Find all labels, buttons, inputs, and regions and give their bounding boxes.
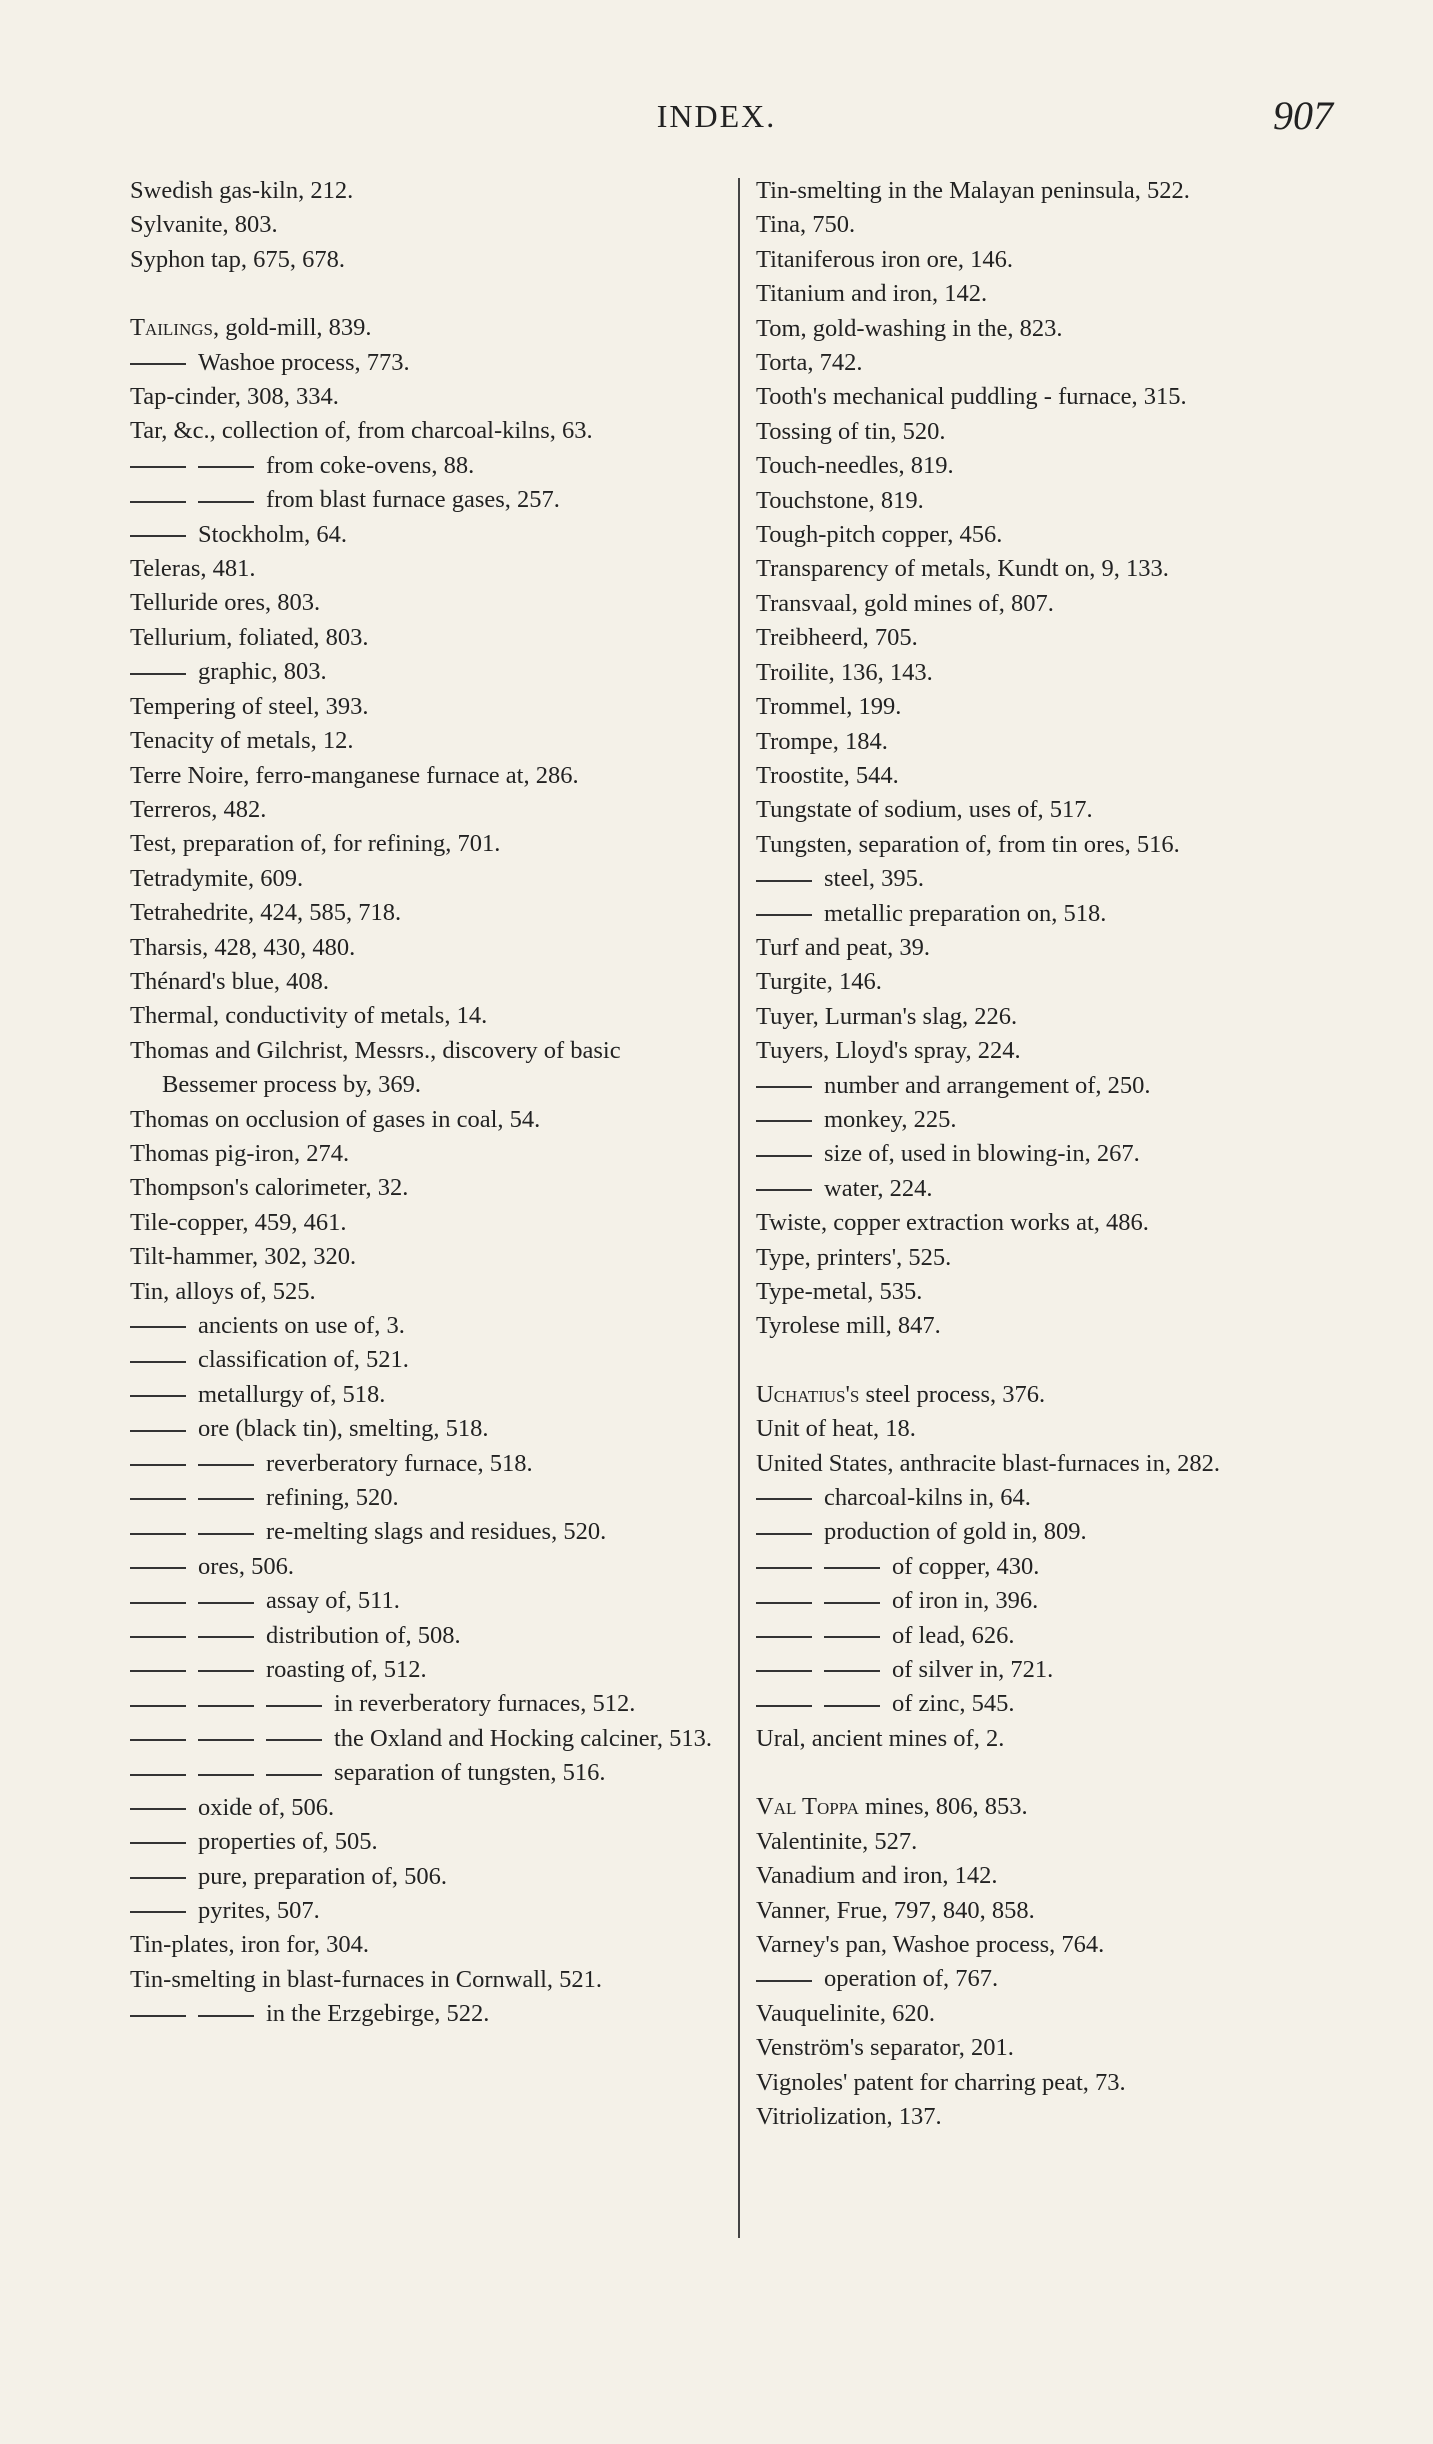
- index-entry: [756, 1859, 1346, 1893]
- column-divider: [738, 178, 740, 2238]
- index-entry: [130, 896, 720, 930]
- entry-text: Tyrolese mill, 847.: [756, 1312, 941, 1340]
- section-lead-word: Tailings: [130, 314, 213, 342]
- entry-text: Tharsis, 428, 430, 480.: [130, 933, 356, 961]
- entry-text: Stockholm, 64.: [198, 520, 348, 548]
- index-entry: [130, 346, 720, 380]
- entry-text: Vignoles' patent for charring peat, 73.: [756, 2068, 1126, 2096]
- entry-text: steel, 395.: [824, 865, 925, 893]
- index-entry: [756, 1790, 1346, 1824]
- index-entry: [756, 1378, 1346, 1412]
- page-number: 907: [1273, 93, 1333, 138]
- index-entry: [130, 965, 720, 999]
- ditto-dash: [130, 1498, 186, 1500]
- ditto-dash: [130, 1567, 186, 1569]
- index-entry: [130, 1378, 720, 1412]
- entry-text: Swedish gas-kiln, 212.: [130, 177, 354, 204]
- index-entry: [130, 1103, 720, 1137]
- entry-text: Transvaal, gold mines of, 807.: [756, 589, 1054, 617]
- ditto-dash: [198, 1739, 254, 1741]
- ditto-dash: [824, 1567, 880, 1569]
- entry-text: roasting of, 512.: [266, 1656, 427, 1684]
- index-entry: [130, 1550, 720, 1584]
- entry-text: water, 224.: [824, 1174, 933, 1202]
- index-entry: [130, 380, 720, 414]
- index-entry: [756, 2066, 1346, 2100]
- entry-text: Tar, &c., collection of, from charcoal-kilns, 63.: [130, 417, 593, 445]
- entry-text: Vauquelinite, 620.: [756, 1999, 935, 2027]
- index-entry: [756, 1481, 1346, 1515]
- entry-text: Tooth's mechanical puddling - furnace, 315.: [756, 383, 1187, 411]
- ditto-dash: [756, 1602, 812, 1604]
- entry-text: size of, used in blowing-in, 267.: [824, 1140, 1140, 1168]
- entry-text: classification of, 521.: [198, 1346, 409, 1374]
- ditto-dash: [198, 1464, 254, 1466]
- index-entry: [130, 1137, 720, 1171]
- index-entry: [756, 1722, 1346, 1756]
- entry-text: reverberatory furnace, 518.: [266, 1449, 533, 1477]
- entry-text: of lead, 626.: [892, 1621, 1015, 1649]
- entry-text: Tin-plates, iron for, 304.: [130, 1931, 370, 1959]
- ditto-dash: [824, 1705, 880, 1707]
- index-entry: [756, 1034, 1346, 1068]
- entry-text: Tin-smelting in the Malayan peninsula, 522.: [756, 177, 1190, 204]
- ditto-dash: [756, 1670, 812, 1672]
- entry-text: Turf and peat, 39.: [756, 933, 930, 961]
- entry-text: properties of, 505.: [198, 1828, 378, 1856]
- ditto-dash: [266, 1774, 322, 1776]
- ditto-dash: [756, 1705, 812, 1707]
- index-entry: [130, 759, 720, 793]
- index-entry: [130, 518, 720, 552]
- index-entry: [130, 1515, 720, 1549]
- entry-text: Tilt-hammer, 302, 320.: [130, 1243, 357, 1271]
- index-entry: [756, 2031, 1346, 2065]
- entry-text: Thomas pig-iron, 274.: [130, 1139, 350, 1167]
- index-entry: [130, 827, 720, 861]
- entry-text: Trompe, 184.: [756, 727, 888, 755]
- entry-text: Touch-needles, 819.: [756, 452, 954, 480]
- ditto-dash: [824, 1602, 880, 1604]
- entry-text: pure, preparation of, 506.: [198, 1862, 447, 1890]
- entry-text: distribution of, 508.: [266, 1621, 461, 1649]
- entry-text: Troilite, 136, 143.: [756, 658, 933, 686]
- entry-text: Tough-pitch copper, 456.: [756, 521, 1003, 549]
- entry-text: of zinc, 545.: [892, 1690, 1015, 1718]
- entry-text: Thomas and Gilchrist, Messrs., discovery of basic Bessemer process by, 369.: [130, 1036, 621, 1099]
- ditto-dash: [130, 1326, 186, 1328]
- index-entry: [756, 1653, 1346, 1687]
- index-entry: [130, 586, 720, 620]
- entry-text: steel process, 376.: [859, 1380, 1046, 1408]
- index-entry: [756, 587, 1346, 621]
- index-entry: [756, 965, 1346, 999]
- entry-text: Terre Noire, ferro-manganese furnace at, 286.: [130, 761, 579, 789]
- ditto-dash: [756, 880, 812, 882]
- entry-text: in reverberatory furnaces, 512.: [334, 1690, 636, 1718]
- index-entry: [756, 1687, 1346, 1721]
- entry-text: Washoe process, 773.: [198, 348, 410, 376]
- entry-text: Sylvanite, 803.: [130, 211, 278, 239]
- index-entry: [756, 208, 1346, 242]
- ditto-dash: [198, 2015, 254, 2017]
- entry-text: Telluride ores, 803.: [130, 589, 321, 617]
- index-entry: [756, 518, 1346, 552]
- index-entry: [756, 1206, 1346, 1240]
- ditto-dash: [198, 1636, 254, 1638]
- entry-text: Test, preparation of, for refining, 701.: [130, 830, 501, 858]
- index-entry: [756, 1447, 1346, 1481]
- section-lead-word: Uchatius's: [756, 1380, 860, 1408]
- ditto-dash: [130, 1739, 186, 1741]
- index-entry: [130, 655, 720, 689]
- entry-text: Tossing of tin, 520.: [756, 417, 946, 445]
- ditto-dash: [756, 1120, 812, 1122]
- index-entry: [130, 1240, 720, 1274]
- index-entry: [756, 793, 1346, 827]
- index-entry: [756, 1928, 1346, 1962]
- ditto-dash: [130, 1705, 186, 1707]
- entry-text: ores, 506.: [198, 1552, 294, 1580]
- index-entry: [756, 2100, 1346, 2134]
- ditto-dash: [198, 1705, 254, 1707]
- index-entry: [756, 1069, 1346, 1103]
- entry-text: Tom, gold-washing in the, 823.: [756, 314, 1063, 342]
- entry-text: metallic preparation on, 518.: [824, 899, 1107, 927]
- entry-text: , gold-mill, 839.: [212, 314, 372, 342]
- entry-text: Teleras, 481.: [130, 555, 256, 583]
- ditto-dash: [130, 1361, 186, 1363]
- index-entry: [756, 1172, 1346, 1206]
- ditto-dash: [198, 1670, 254, 1672]
- index-entry: [756, 380, 1346, 414]
- entry-text: Tellurium, foliated, 803.: [130, 623, 369, 651]
- entry-text: separation of tungsten, 516.: [334, 1759, 606, 1787]
- index-entry: [130, 1481, 720, 1515]
- index-entry: [756, 931, 1346, 965]
- ditto-dash: [130, 466, 186, 468]
- entry-text: Turgite, 146.: [756, 968, 882, 996]
- entry-text: Tina, 750.: [756, 211, 856, 239]
- index-entry: [756, 1000, 1346, 1034]
- entry-text: Treibheerd, 705.: [756, 624, 918, 652]
- index-entry: [130, 999, 720, 1033]
- index-entry: [130, 1894, 720, 1928]
- ditto-dash: [198, 466, 254, 468]
- entry-text: ancients on use of, 3.: [198, 1312, 405, 1339]
- ditto-dash: [130, 1602, 186, 1604]
- index-entry: [130, 1447, 720, 1481]
- entry-text: Tungstate of sodium, uses of, 517.: [756, 796, 1093, 824]
- ditto-dash: [266, 1739, 322, 1741]
- ditto-dash: [130, 1533, 186, 1535]
- entry-text: Unit of heat, 18.: [756, 1415, 916, 1443]
- ditto-dash: [756, 1636, 812, 1638]
- ditto-dash: [198, 1498, 254, 1500]
- entry-text: monkey, 225.: [824, 1105, 957, 1133]
- index-entry: [756, 449, 1346, 483]
- index-entry: [130, 1791, 720, 1825]
- index-entry: [130, 1825, 720, 1859]
- index-entry: [130, 414, 720, 448]
- index-entry: [130, 1928, 720, 1962]
- section-gap: [756, 1756, 1346, 1790]
- entry-text: Tile-copper, 459, 461.: [130, 1208, 347, 1236]
- entry-text: production of gold in, 809.: [824, 1518, 1087, 1546]
- entry-text: Ural, ancient mines of, 2.: [756, 1724, 1005, 1752]
- index-entry: [130, 449, 720, 483]
- index-entry: [130, 724, 720, 758]
- section-lead-word: Val Toppa: [756, 1793, 859, 1821]
- index-entry: [130, 208, 720, 242]
- entry-text: Troostite, 544.: [756, 761, 899, 789]
- index-entry: [756, 1962, 1346, 1996]
- entry-text: Thénard's blue, 408.: [130, 967, 330, 995]
- page-title: INDEX.: [656, 98, 777, 134]
- entry-text: Tuyer, Lurman's slag, 226.: [756, 1002, 1018, 1030]
- ditto-dash: [130, 2015, 186, 2017]
- entry-text: in the Erzgebirge, 522.: [266, 2000, 490, 2028]
- index-entry: [130, 1412, 720, 1446]
- index-entry: [756, 1275, 1346, 1309]
- index-entry: [130, 793, 720, 827]
- index-entry: [756, 1894, 1346, 1928]
- entry-text: the Oxland and Hocking calciner, 513.: [334, 1724, 712, 1752]
- entry-text: Transparency of metals, Kundt on, 9, 133.: [756, 555, 1169, 583]
- entry-text: Twiste, copper extraction works at, 486.: [756, 1209, 1149, 1237]
- entry-text: Thomas on occlusion of gases in coal, 54.: [130, 1105, 541, 1133]
- index-entry: [130, 931, 720, 965]
- index-entry: [756, 690, 1346, 724]
- ditto-dash: [130, 1395, 186, 1397]
- ditto-dash: [130, 673, 186, 675]
- index-entry: [130, 1309, 720, 1343]
- entry-text: Type-metal, 535.: [756, 1278, 923, 1305]
- running-head: [0, 92, 1433, 142]
- ditto-dash: [198, 1602, 254, 1604]
- entry-text: Tetradymite, 609.: [130, 864, 304, 892]
- ditto-dash: [130, 1670, 186, 1672]
- entry-text: Type, printers', 525.: [756, 1243, 952, 1271]
- entry-text: of copper, 430.: [892, 1552, 1040, 1580]
- ditto-dash: [130, 1911, 186, 1913]
- entry-text: of iron in, 396.: [892, 1587, 1039, 1615]
- entry-text: Touchstone, 819.: [756, 486, 924, 514]
- entry-text: Tin-smelting in blast-furnaces in Cornwall, 521.: [130, 1965, 603, 1993]
- index-entry: [130, 311, 720, 345]
- entry-text: Venström's separator, 201.: [756, 2034, 1014, 2062]
- ditto-dash: [130, 1774, 186, 1776]
- ditto-dash: [130, 1464, 186, 1466]
- ditto-dash: [130, 363, 186, 365]
- entry-text: Titaniferous iron ore, 146.: [756, 245, 1013, 273]
- entry-text: metallurgy of, 518.: [198, 1380, 386, 1408]
- index-entry: [130, 1722, 720, 1756]
- index-entry: [756, 1309, 1346, 1343]
- index-entry: [756, 862, 1346, 896]
- index-entry: [130, 1034, 720, 1103]
- index-entry: [130, 1653, 720, 1687]
- index-entry: [130, 621, 720, 655]
- index-entry: [756, 415, 1346, 449]
- entry-text: ore (black tin), smelting, 518.: [198, 1415, 489, 1443]
- entry-text: Vanner, Frue, 797, 840, 858.: [756, 1896, 1035, 1924]
- entry-text: re-melting slags and residues, 520.: [266, 1518, 607, 1546]
- index-entry: [756, 1584, 1346, 1618]
- index-entry: [756, 277, 1346, 311]
- entry-text: Thompson's calorimeter, 32.: [130, 1174, 409, 1202]
- index-entry: [756, 725, 1346, 759]
- ditto-dash: [756, 1567, 812, 1569]
- index-entry: [756, 1103, 1346, 1137]
- ditto-dash: [756, 914, 812, 916]
- ditto-dash: [756, 1498, 812, 1500]
- left-index-column: [130, 174, 720, 2032]
- index-entry: [130, 1963, 720, 1997]
- index-entry: [756, 656, 1346, 690]
- ditto-dash: [756, 1155, 812, 1157]
- entry-text: Terreros, 482.: [130, 795, 267, 823]
- index-entry: [130, 1619, 720, 1653]
- entry-text: Vanadium and iron, 142.: [756, 1862, 998, 1890]
- index-entry: [130, 552, 720, 586]
- index-entry: [756, 312, 1346, 346]
- index-entry: [756, 621, 1346, 655]
- entry-text: operation of, 767.: [824, 1965, 999, 1993]
- entry-text: Tenacity of metals, 12.: [130, 727, 354, 755]
- index-entry: [130, 243, 720, 277]
- entry-text: Tin, alloys of, 525.: [130, 1277, 316, 1305]
- entry-text: Titanium and iron, 142.: [756, 280, 988, 308]
- ditto-dash: [824, 1670, 880, 1672]
- index-entry: [756, 1241, 1346, 1275]
- index-entry: [130, 1206, 720, 1240]
- section-gap: [756, 1344, 1346, 1378]
- entry-text: of silver in, 721.: [892, 1656, 1054, 1684]
- entry-text: Tap-cinder, 308, 334.: [130, 383, 339, 411]
- ditto-dash: [130, 535, 186, 537]
- ditto-dash: [756, 1189, 812, 1191]
- index-entry: [130, 690, 720, 724]
- ditto-dash: [130, 1636, 186, 1638]
- ditto-dash: [198, 501, 254, 503]
- entry-text: from blast furnace gases, 257.: [266, 486, 560, 514]
- entry-text: Varney's pan, Washoe process, 764.: [756, 1930, 1105, 1958]
- entry-text: Tempering of steel, 393.: [130, 692, 369, 720]
- ditto-dash: [130, 1877, 186, 1879]
- index-entry: [756, 1997, 1346, 2031]
- ditto-dash: [130, 1430, 186, 1432]
- entry-text: refining, 520.: [266, 1484, 399, 1512]
- index-entry: [130, 1860, 720, 1894]
- index-entry: [130, 483, 720, 517]
- index-entry: [130, 174, 720, 208]
- entry-text: pyrites, 507.: [198, 1896, 320, 1924]
- ditto-dash: [266, 1705, 322, 1707]
- entry-text: Vitriolization, 137.: [756, 2102, 942, 2130]
- index-entry: [756, 174, 1346, 208]
- index-entry: [130, 1275, 720, 1309]
- index-entry: [756, 346, 1346, 380]
- index-entry: [756, 1412, 1346, 1446]
- index-entry: [756, 897, 1346, 931]
- index-entry: [130, 862, 720, 896]
- index-entry: [130, 1584, 720, 1618]
- index-entry: [756, 1515, 1346, 1549]
- index-entry: [756, 759, 1346, 793]
- entry-text: oxide of, 506.: [198, 1793, 335, 1821]
- section-gap: [130, 277, 720, 311]
- index-entry: [756, 243, 1346, 277]
- ditto-dash: [130, 501, 186, 503]
- index-entry: [756, 484, 1346, 518]
- index-entry: [756, 828, 1346, 862]
- ditto-dash: [756, 1980, 812, 1982]
- index-entry: [756, 1825, 1346, 1859]
- index-entry: [130, 1756, 720, 1790]
- ditto-dash: [198, 1774, 254, 1776]
- index-entry: [756, 552, 1346, 586]
- ditto-dash: [130, 1842, 186, 1844]
- entry-text: Thermal, conductivity of metals, 14.: [130, 1002, 488, 1030]
- entry-text: number and arrangement of, 250.: [824, 1071, 1151, 1099]
- index-entry: [130, 1171, 720, 1205]
- entry-text: United States, anthracite blast-furnaces in, 282.: [756, 1449, 1220, 1477]
- entry-text: charcoal-kilns in, 64.: [824, 1484, 1031, 1512]
- index-entry: [130, 1687, 720, 1721]
- entry-text: graphic, 803.: [198, 658, 327, 686]
- entry-text: from coke-ovens, 88.: [266, 451, 475, 479]
- entry-text: mines, 806, 853.: [858, 1793, 1028, 1821]
- entry-text: Tungsten, separation of, from tin ores, 516.: [756, 830, 1180, 858]
- entry-text: Tuyers, Lloyd's spray, 224.: [756, 1037, 1021, 1065]
- ditto-dash: [198, 1533, 254, 1535]
- entry-text: Torta, 742.: [756, 349, 863, 377]
- index-entry: [756, 1137, 1346, 1171]
- entry-text: Tetrahedrite, 424, 585, 718.: [130, 899, 402, 927]
- ditto-dash: [756, 1533, 812, 1535]
- index-entry: [130, 1997, 720, 2031]
- ditto-dash: [824, 1636, 880, 1638]
- index-entry: [756, 1550, 1346, 1584]
- ditto-dash: [130, 1808, 186, 1810]
- index-entry: [756, 1619, 1346, 1653]
- entry-text: Valentinite, 527.: [756, 1827, 918, 1855]
- entry-text: assay of, 511.: [266, 1587, 400, 1615]
- ditto-dash: [756, 1086, 812, 1088]
- entry-text: Trommel, 199.: [756, 693, 902, 721]
- entry-text: Syphon tap, 675, 678.: [130, 245, 346, 273]
- right-index-column: [756, 174, 1346, 2134]
- index-entry: [130, 1343, 720, 1377]
